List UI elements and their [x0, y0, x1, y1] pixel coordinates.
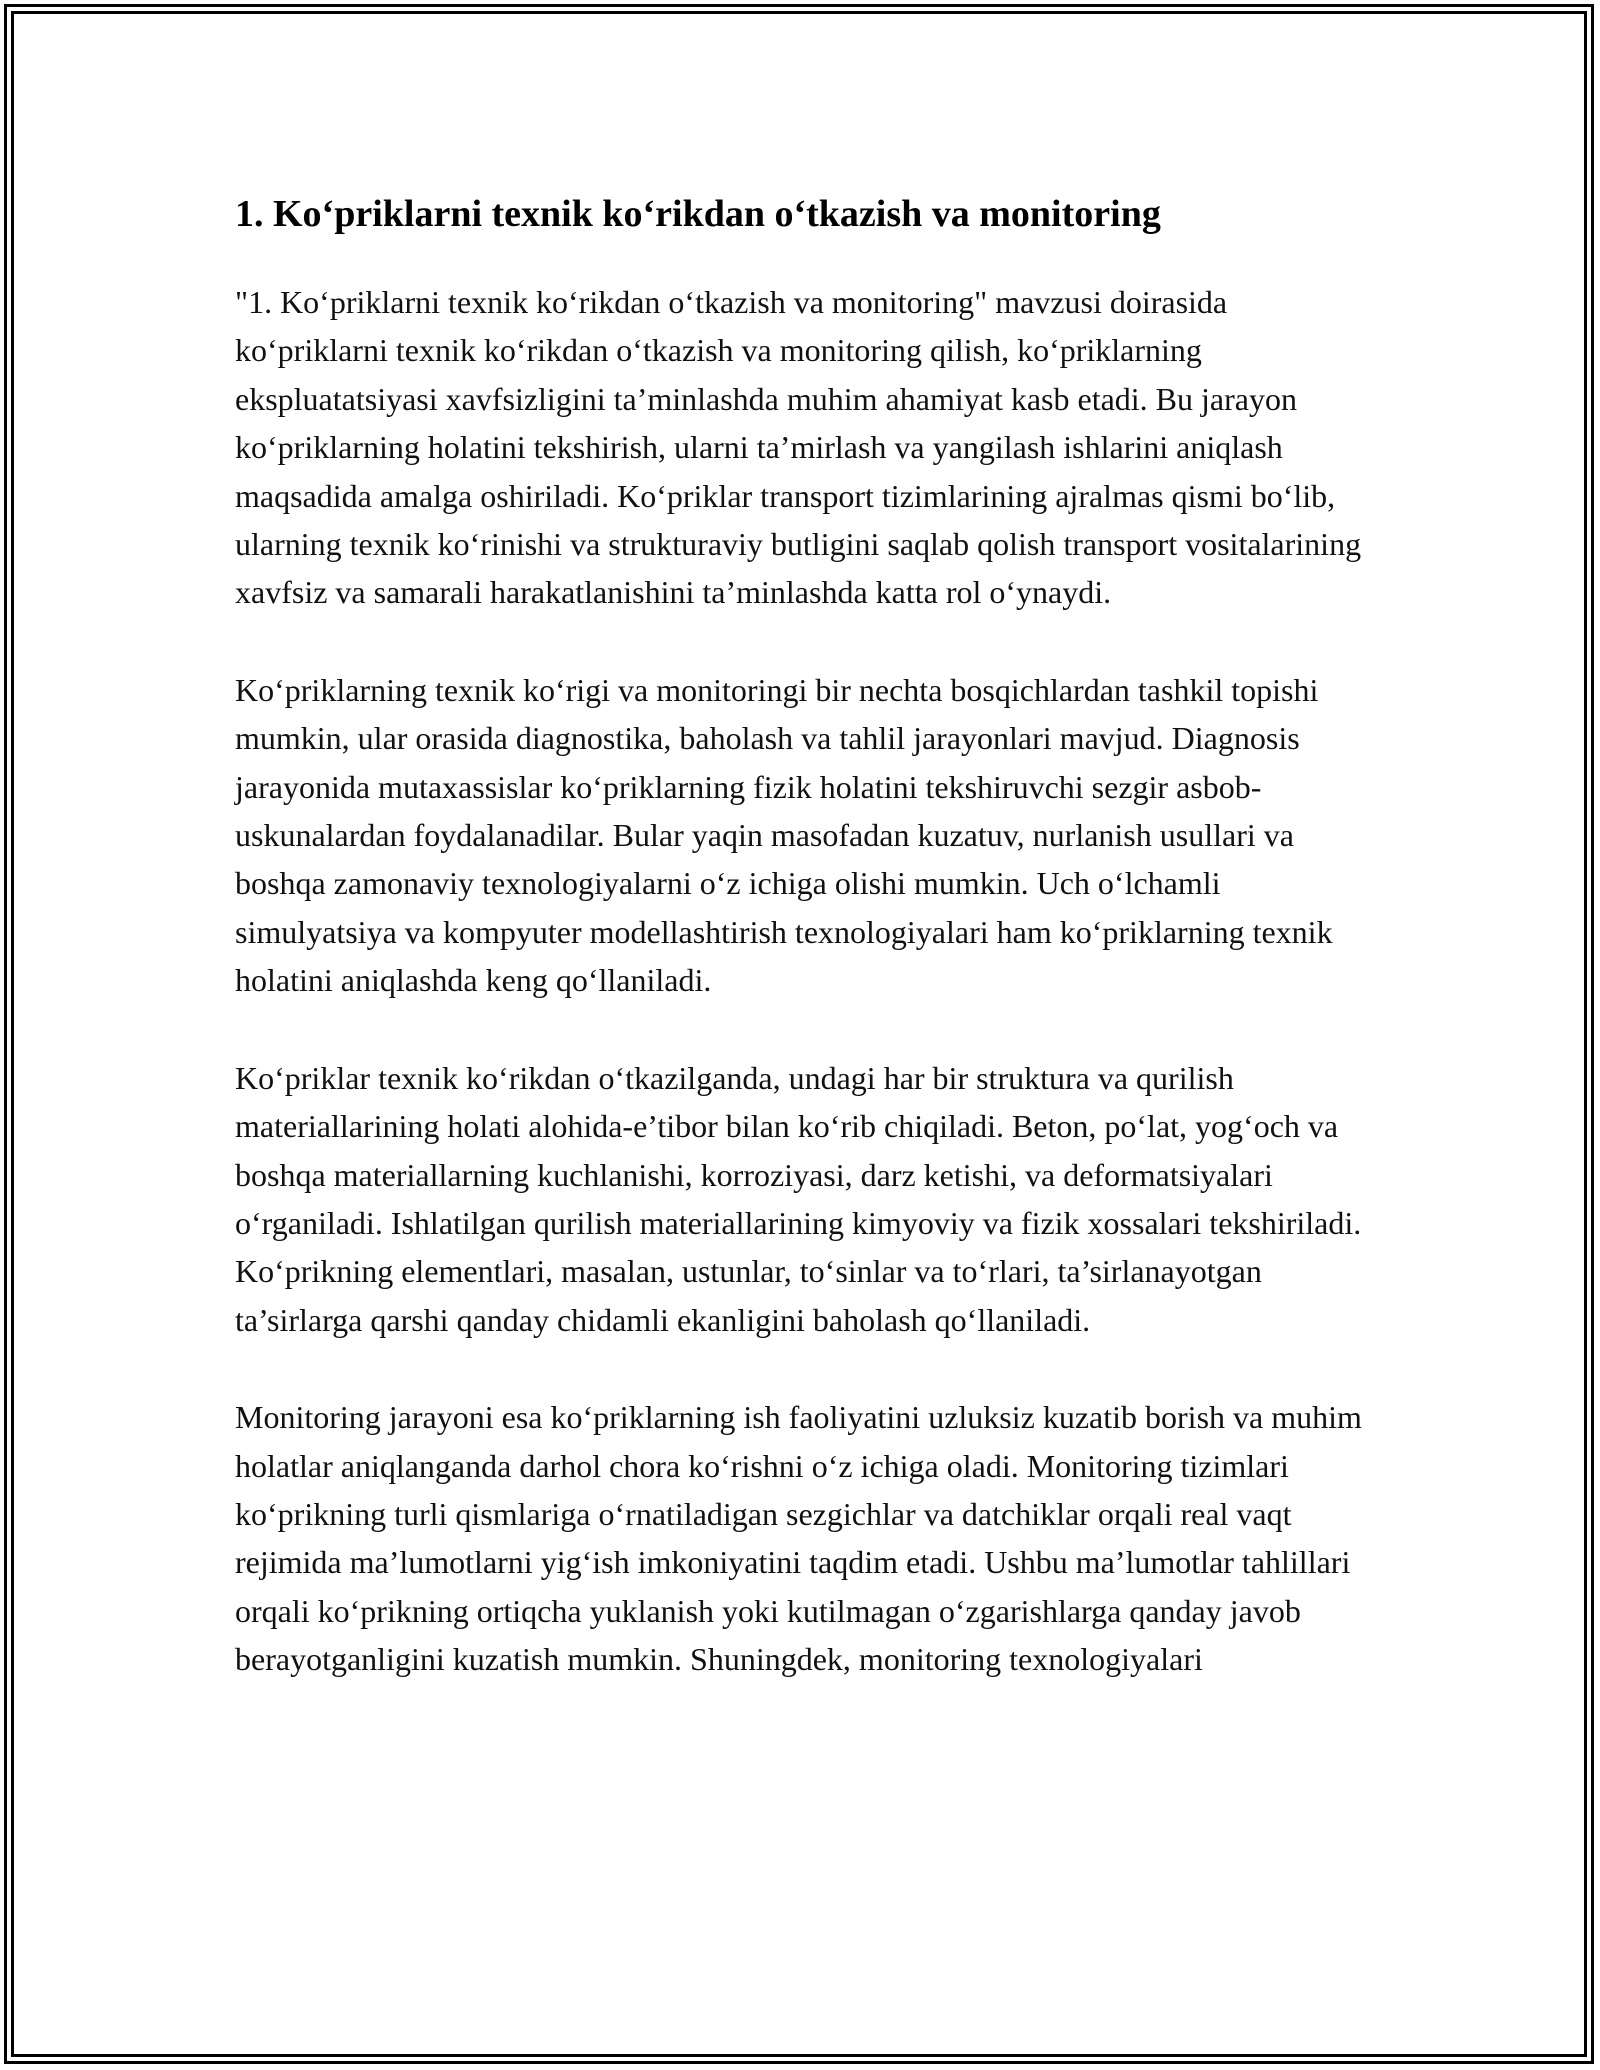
paragraph-3: Ko‘priklar texnik ko‘rikdan o‘tkazilganda, undagi har bir struktura va qurilish materiallarining holati alohida-e’tibor bilan ko‘rib chiqiladi. Beton, po‘lat, yog‘och va boshqa materiallarning kuchlanishi, korroziyasi, darz ketishi, va deformatsiyalari o‘rganiladi. Ishlatilgan qurilish materiallarining kimyoviy va fizik xossalari tekshiriladi. Ko‘prikning elementlari, masalan, ustunlar, to‘sinlar va to‘rlari, ta’sirlanayotgan ta’sirlarga qarshi qanday chidamli ekanligini baholash qo‘llaniladi.: [235, 1059, 1362, 1338]
section-heading: 1. Ko‘priklarni texnik ko‘rikdan o‘tkazish va monitoring: [235, 193, 1161, 235]
paragraph-1: "1. Ko‘priklarni texnik ko‘rikdan o‘tkazish va monitoring" mavzusi doirasida ko‘priklarni texnik ko‘rikdan o‘tkazish va monitoring qilish, ko‘priklarning ekspluatatsiyasi xavfsizligini ta’minlashda muhim ahamiyat kasb etadi. Bu jarayon ko‘priklarning holatini tekshirish, ularni ta’mirlash va yangilash ishlarini aniqlash maqsadida amalga oshiriladi. Ko‘priklar transport tizimlarining ajralmas qismi bo‘lib, ularning texnik ko‘rinishi va strukturaviy butligini saqlab qolish transport vositalarining xavfsiz va samarali harakatlanishini ta’minlashda katta rol o‘ynaydi.: [235, 284, 1362, 611]
document-body: [235, 186, 1370, 1733]
paragraph-4: Monitoring jarayoni esa ko‘priklarning ish faoliyatini uzluksiz kuzatib borish va muhim holatlar aniqlanganda darhol chora ko‘rishni o‘z ichiga oladi. Monitoring tizimlari ko‘prikning turli qismlariga o‘rnatiladigan sezgichlar va datchiklar orqali real vaqt rejimida ma’lumotlarni yig‘ish imkoniyatini taqdim etadi. Ushbu ma’lumotlar tahlillari orqali ko‘prikning ortiqcha yuklanish yoki kutilmagan o‘zgarishlarga qanday javob berayotganligini kuzatish mumkin. Shuningdek, monitoring texnologiyalari: [235, 1399, 1362, 1678]
paragraph-2: Ko‘priklarning texnik ko‘rigi va monitoringi bir nechta bosqichlardan tashkil topishi mumkin, ular orasida diagnostika, baholash va tahlil jarayonlari mavjud. Diagnosis jarayonida mutaxassislar ko‘priklarning fizik holatini tekshiruvchi sezgir asbob-uskunalardan foydalanadilar. Bular yaqin masofadan kuzatuv, nurlanish usullari va boshqa zamonaviy texnologiyalarni o‘z ichiga olishi mumkin. Uch o‘lchamli simulyatsiya va kompyuter modellashtirish texnologiyalari ham ko‘priklarning texnik holatini aniqlashda keng qo‘llaniladi.: [235, 671, 1333, 999]
